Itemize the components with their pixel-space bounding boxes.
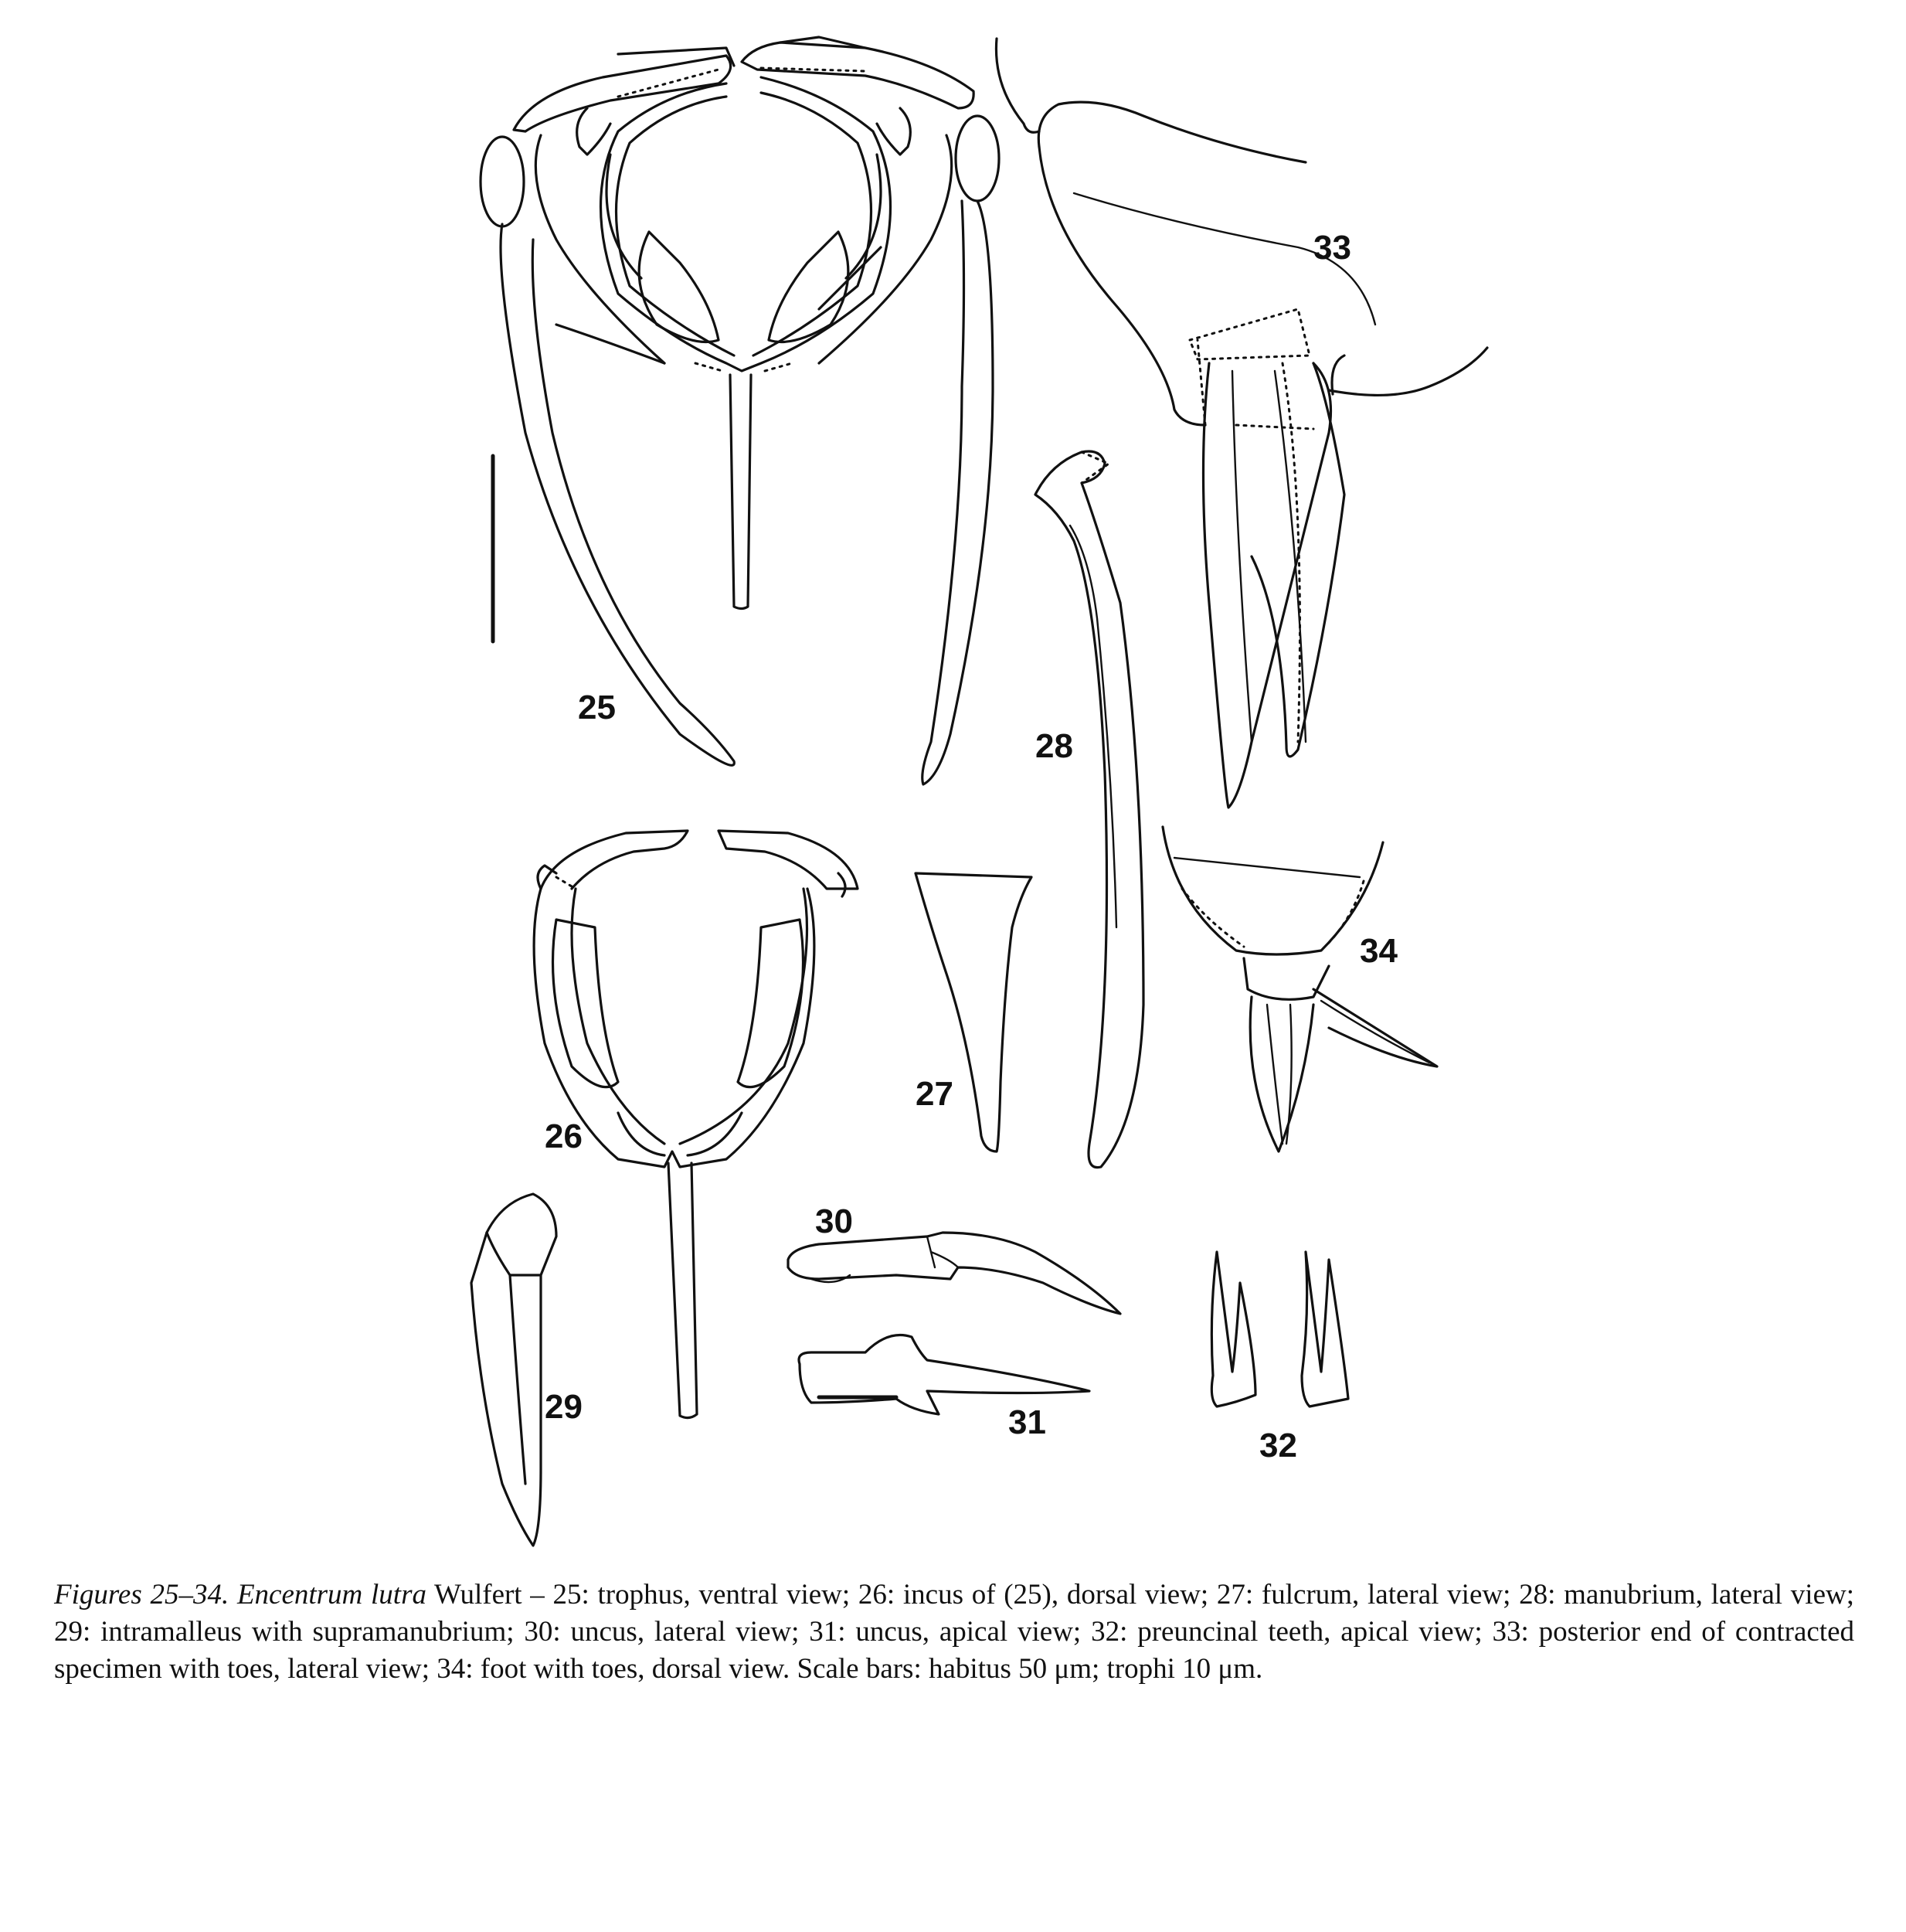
figure-34-foot-dorsal [1163, 827, 1437, 1151]
figure-25-trophus-ventral [481, 37, 999, 784]
figure-33-posterior-end-lateral [996, 39, 1487, 808]
figure-number-33: 33 [1313, 229, 1351, 267]
caption-text: Wulfert – 25: trophus, ventral view; 26: incus of (25), dorsal view; 27: fulcrum, lateral view; 28: manubrium, lateral view; 29: intramalleus with supramanubrium; 30: uncus, lateral view; 31: uncus, apical view; 32: preuncinal teeth, apical view; 33: posterior end of contracted specimen with toes, lateral view; 34: foot with toes, dorsal view. Scale bars: habitus 50 μm; trophi 10 μm. [54, 1579, 1854, 1685]
figure-number-34: 34 [1360, 932, 1398, 970]
figure-number-27: 27 [916, 1075, 953, 1113]
figure-31-uncus-apical [799, 1335, 1089, 1415]
figure-number-25: 25 [578, 689, 616, 726]
figure-29-intramalleus [471, 1194, 556, 1546]
caption-figures-label: Figures 25–34. [54, 1579, 229, 1611]
figure-number-30: 30 [815, 1202, 853, 1240]
figure-number-26: 26 [545, 1117, 583, 1155]
figure-number-32: 32 [1259, 1427, 1297, 1464]
figure-32-preuncinal-teeth [1211, 1252, 1348, 1406]
figure-number-31: 31 [1008, 1403, 1046, 1441]
figure-caption [54, 1577, 1854, 1688]
figure-number-28: 28 [1035, 727, 1073, 765]
figure-number-29: 29 [545, 1388, 583, 1426]
figure-28-manubrium-lateral [1035, 451, 1143, 1168]
figure-30-uncus-lateral [788, 1233, 1120, 1314]
caption-species: Encentrum lutra [236, 1579, 426, 1611]
